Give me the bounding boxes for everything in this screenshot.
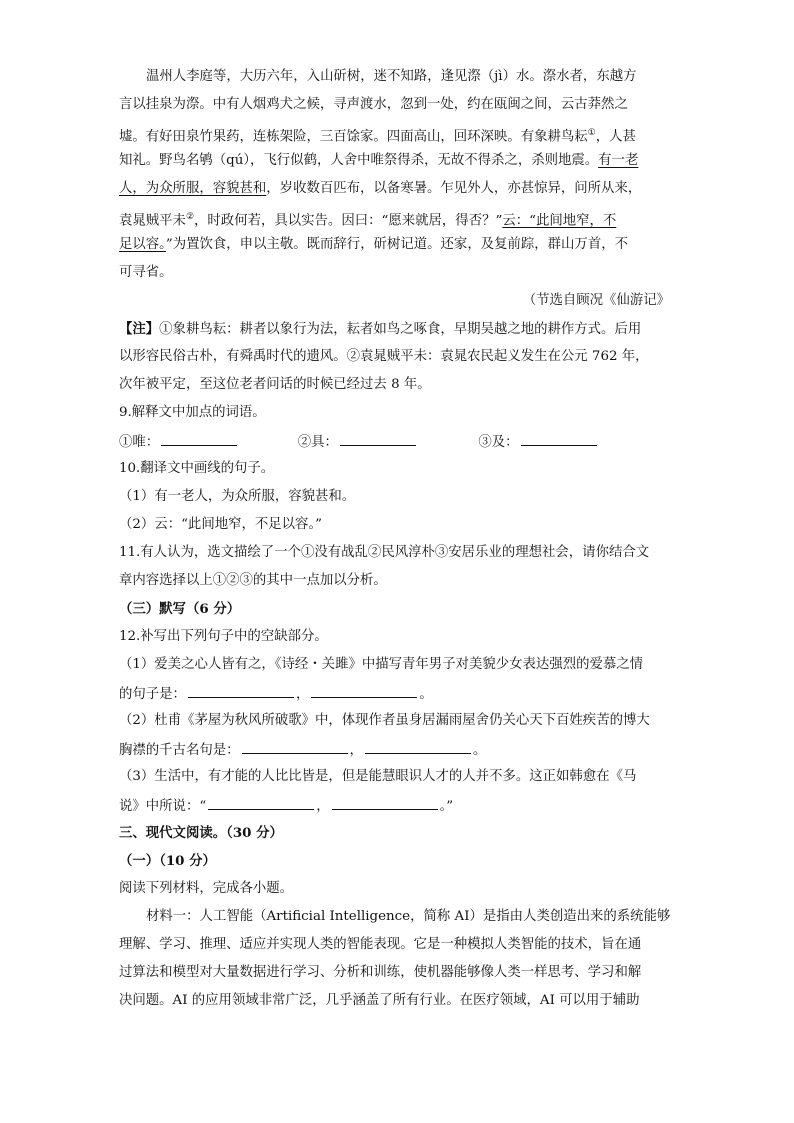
question-12-title: 12.补写出下列句子中的空缺部分。 — [119, 629, 328, 644]
answer-blank[interactable] — [161, 431, 237, 446]
material-line: 理解、学习、推理、适应并实现人类的智能表现。它是一种模拟人类智能的技术，旨在通 — [119, 937, 642, 952]
question-10-sentence: （1）有一老人，为众所服，容貌甚和。 — [119, 489, 356, 504]
answer-blank[interactable] — [242, 739, 348, 754]
underlined-sentence: 云：“此间地窄，不 — [502, 213, 617, 229]
underlined-sentence: 有一老 — [598, 153, 639, 168]
question-10-title: 10.翻译文中画线的句子。 — [119, 461, 275, 476]
answer-blank[interactable] — [208, 795, 314, 810]
footnote-marker: ① — [587, 128, 596, 138]
material-line: 材料一：人工智能（Artificial Intelligence，简称 AI）是指由人类创造出来的系统能够 — [146, 909, 671, 924]
passage-line: 袁晁贼平未②，时政何若，具以实告。因曰：“愿来就居，得否？”云：“此间地窄，不 — [119, 212, 617, 229]
footnote-marker: ② — [185, 212, 195, 222]
section-title: （三）默写（6 分） — [119, 601, 241, 617]
passage-line: 墟。有好田泉竹果药，连栋架险，三百馀家。四面高山，回环深映。有象耕鸟耘①，人甚 — [119, 128, 636, 145]
question-11: 章内容选择以上①②③的其中一点加以分析。 — [119, 573, 387, 588]
question-10-sentence: （2）云：“此间地窄，不足以容。” — [119, 517, 322, 532]
passage-line: 足以容。”为置饮食，申以主敬。既而辞行，斫树记道。还家，及复前踪，群山万首，不 — [119, 237, 628, 252]
answer-blank[interactable] — [188, 683, 294, 698]
question-12-part: （3）生活中，有才能的人比比皆是，但是能慧眼识人才的人并不多。这正如韩愈在《马 — [119, 769, 637, 784]
reading-instruction: 阅读下列材料，完成各小题。 — [119, 881, 294, 896]
material-line: 决问题。AI 的应用领域非常广泛，几乎涵盖了所有行业。在医疗领域，AI 可以用于辅助 — [119, 993, 640, 1008]
note-line: 次年被平定，至这位老者问话的时候已经过去 8 年。 — [119, 377, 431, 392]
underlined-sentence: 足以容。 — [119, 237, 166, 252]
subsection-title: （一）（10 分） — [119, 853, 216, 869]
answer-blank[interactable] — [340, 431, 416, 446]
question-12-part: （1）爱美之心人皆有之，《诗经・关雎》中描写青年男子对美貌少女表达强烈的爱慕之情 — [119, 657, 644, 672]
note-label: 【注】 — [119, 321, 160, 337]
question-9-title: 9.解释文中加点的词语。 — [119, 405, 266, 420]
passage-line: 人，为众所服，容貌甚和，岁收数百匹布，以备寒暑。乍见外人，亦甚惊异，问所从来， — [119, 181, 642, 196]
part-title: 三、现代文阅读。（30 分） — [119, 825, 283, 841]
answer-blank[interactable] — [521, 431, 597, 446]
passage-source: （节选自顾况《仙游记》 — [522, 293, 670, 308]
passage-line: 可寻省。 — [119, 265, 173, 280]
question-12-part: （2）杜甫《茅屋为秋风所破歌》中，体现作者虽身居漏雨屋舍仍关心天下百姓疾苦的博大 — [119, 713, 650, 728]
question-12-part: 说》中所说：“ ， 。” — [119, 795, 453, 817]
question-11: 11.有人认为，选文描绘了一个①没有战乱②民风淳朴③安居乐业的理想社会，请你结合文 — [119, 545, 650, 560]
question-9-answers: ①唯： ②具： ③及： — [119, 431, 599, 453]
passage-line: 言以挂泉为漈。中有人烟鸡犬之候，寻声渡水，忽到一处，约在瓯闽之间，云古莽然之 — [119, 97, 628, 112]
underlined-sentence: 人，为众所服，容貌甚和 — [119, 181, 267, 196]
note-line: 【注】①象耕鸟耘：耕者以象行为法，耘者如鸟之啄食，早期吴越之地的耕作方式。后用 — [119, 321, 642, 337]
passage-line: 知礼。野鸟名鸲（qú），飞行似鹤，人舍中唯祭得杀，无故不得杀之，杀则地震。有一老 — [119, 153, 639, 168]
question-12-part: 胸襟的千古名句是： ， 。 — [119, 739, 486, 761]
question-12-part: 的句子是： ， 。 — [119, 683, 433, 705]
answer-blank[interactable] — [311, 683, 417, 698]
note-line: 以形容民俗古朴，有舜禹时代的遗风。②袁晁贼平未：袁晁农民起义发生在公元 762 年， — [119, 349, 649, 364]
answer-blank[interactable] — [365, 739, 471, 754]
answer-blank[interactable] — [332, 795, 438, 810]
passage-line: 温州人李庭等，大历六年，入山斫树，迷不知路，逢见漈（jì）水。漈水者，东越方 — [146, 69, 637, 84]
material-line: 过算法和模型对大量数据进行学习、分析和训练，使机器能够像人类一样思考、学习和解 — [119, 965, 642, 980]
